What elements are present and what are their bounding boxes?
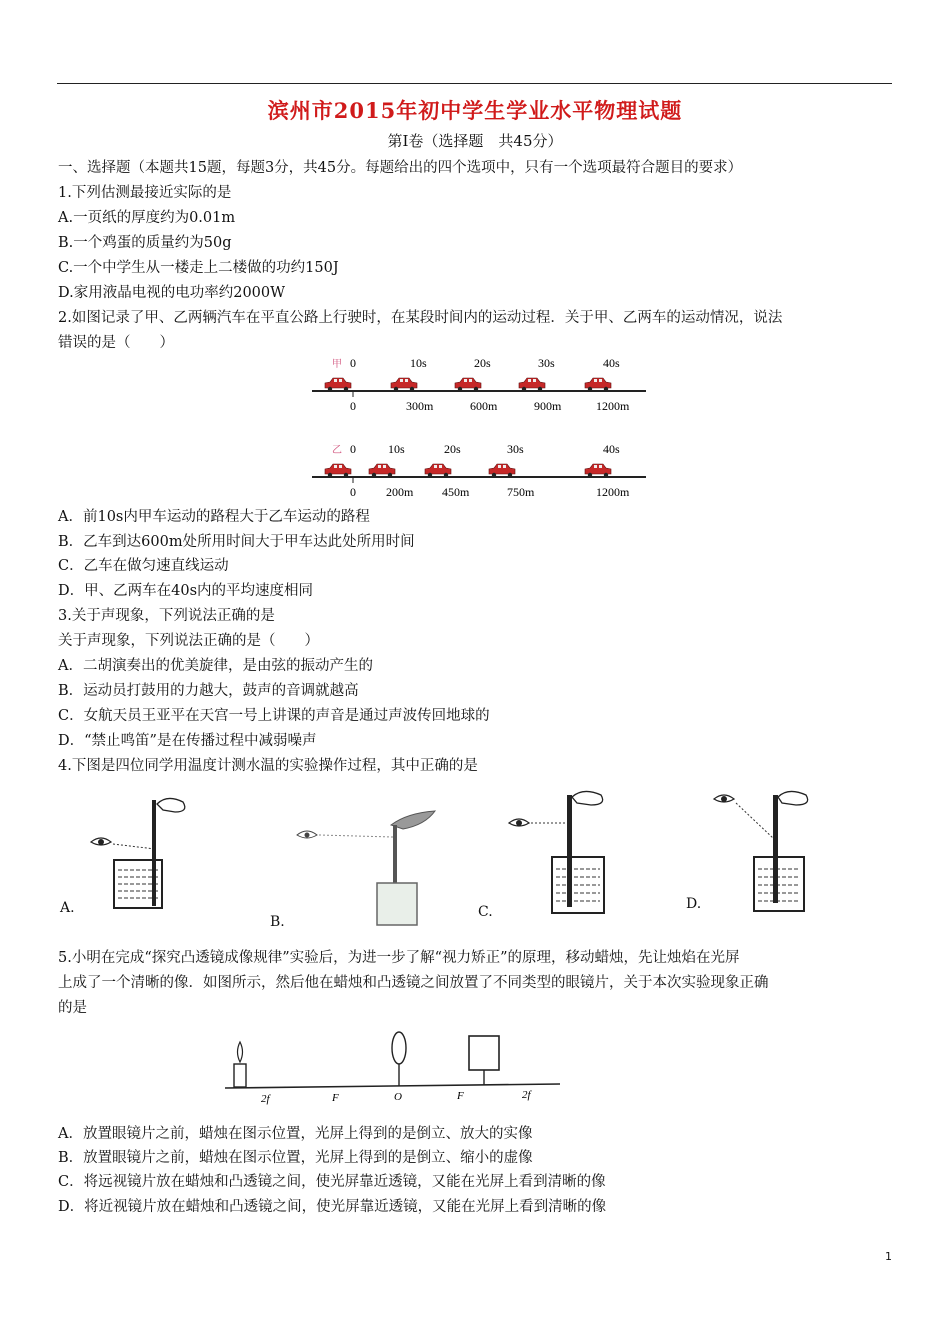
- yi-dist-1: 200m: [386, 485, 414, 499]
- yi-time-1: 10s: [388, 442, 405, 456]
- jia-dist-4: 1200m: [596, 399, 630, 413]
- yi-time-4: 40s: [603, 442, 620, 456]
- q4-label-d: D.: [686, 896, 702, 912]
- label-f-left: F: [332, 1092, 339, 1104]
- car-motion-figure: [310, 350, 650, 502]
- q5-stem-line3: 的是: [58, 1000, 87, 1016]
- thermometer-figure-d: [712, 785, 822, 920]
- label-o: O: [394, 1091, 402, 1103]
- yi-dist-2: 450m: [442, 485, 470, 499]
- q4-label-a: A.: [60, 900, 75, 916]
- jia-time-4: 40s: [603, 356, 620, 370]
- jia-dist-0: 0: [350, 399, 356, 413]
- jia-label: 甲: [332, 359, 342, 370]
- exam-title: 滨州市2015年初中学生学业水平物理试题: [267, 98, 683, 123]
- jia-dist-3: 900m: [534, 399, 562, 413]
- jia-time-1: 10s: [410, 356, 427, 370]
- jia-car-0: [325, 378, 351, 391]
- q5-option-a: A．放置眼镜片之前，蜡烛在图示位置，光屏上得到的是倒立、放大的实像: [58, 1126, 533, 1142]
- q1-option-c: C.一个中学生从一楼走上二楼做的功约150J: [58, 260, 339, 276]
- jia-car-30s: [519, 378, 545, 391]
- jia-dist-2: 600m: [470, 399, 498, 413]
- q3-stem: 3.关于声现象，下列说法正确的是: [58, 608, 275, 624]
- jia-car-10s: [391, 378, 417, 391]
- q3-option-d: D．“禁止鸣笛”是在传播过程中减弱噪声: [58, 733, 317, 749]
- header-rule: [57, 83, 892, 84]
- q3-option-c: C．女航天员王亚平在天宫一号上讲课的声音是通过声波传回地球的: [58, 708, 490, 724]
- yi-label: 乙: [332, 445, 342, 456]
- q4-label-c: C.: [478, 904, 493, 920]
- jia-car-20s: [455, 378, 481, 391]
- yi-car-10s: [369, 464, 395, 477]
- q2-option-d: D．甲、乙两车在40s内的平均速度相同: [58, 583, 314, 599]
- q2-stem-line1: 2.如图记录了甲、乙两辆汽车在平直公路上行驶时，在某段时间内的运动过程．关于甲、乙两车的运动情况，说法: [58, 310, 783, 326]
- jia-time-3: 30s: [538, 356, 555, 370]
- q5-option-b: B．放置眼镜片之前，蜡烛在图示位置，光屏上得到的是倒立、缩小的虚像: [58, 1150, 533, 1166]
- q2-option-c: C．乙车在做匀速直线运动: [58, 558, 229, 574]
- jia-time-2: 20s: [474, 356, 491, 370]
- yi-dist-4: 1200m: [596, 485, 630, 499]
- yi-car-20s: [425, 464, 451, 477]
- q5-option-d: D．将近视镜片放在蜡烛和凸透镜之间，使光屏靠近透镜，又能在光屏上看到清晰的像: [58, 1199, 607, 1215]
- jia-dist-1: 300m: [406, 399, 434, 413]
- q1-option-d: D.家用液晶电视的电功率约2000W: [58, 285, 286, 301]
- thermometer-figure-a: [85, 790, 205, 915]
- page-number: 1: [885, 1250, 892, 1263]
- label-2f-left: 2f: [261, 1093, 270, 1105]
- yi-car-30s: [489, 464, 515, 477]
- thermometer-figure-c: [505, 785, 635, 920]
- lens-bench-figure: [225, 1030, 565, 1110]
- label-2f-right: 2f: [522, 1089, 531, 1101]
- jia-car-40s: [585, 378, 611, 391]
- yi-dist-0: 0: [350, 485, 356, 499]
- q1-option-a: A.一页纸的厚度约为0.01m: [58, 210, 236, 226]
- q2-option-a: A．前10s内甲车运动的路程大于乙车运动的路程: [58, 509, 370, 525]
- yi-time-0: 0: [350, 442, 356, 456]
- q1-option-b: B.一个鸡蛋的质量约为50g: [58, 235, 232, 251]
- yi-time-2: 20s: [444, 442, 461, 456]
- exam-subtitle: 第Ⅰ卷（选择题 共45分）: [387, 132, 563, 150]
- q1-stem: 1.下列估测最接近实际的是: [58, 185, 232, 201]
- yi-dist-3: 750m: [507, 485, 535, 499]
- q2-option-b: B．乙车到达600m处所用时间大于甲车达此处所用时间: [58, 534, 415, 550]
- yi-car-40s: [585, 464, 611, 477]
- q3-option-a: A．二胡演奏出的优美旋律，是由弦的振动产生的: [58, 658, 373, 674]
- yi-car-0: [325, 464, 351, 477]
- section-heading: 一、选择题（本题共15题，每题3分，共45分。每题给出的四个选项中，只有一个选项最符合题目的要求）: [58, 160, 743, 176]
- q5-stem-line2: 上成了一个清晰的像．如图所示，然后他在蜡烛和凸透镜之间放置了不同类型的眼镜片，关于本次实验现象正确: [58, 975, 769, 991]
- q2-stem-line2: 错误的是（ ）: [58, 335, 174, 351]
- q5-stem-line1: 5.小明在完成“探究凸透镜成像规律”实验后，为进一步了解“视力矫正”的原理，移动蜡烛，先让烛焰在光屏: [58, 950, 740, 966]
- thermometer-figure-b: [295, 785, 445, 930]
- q4-stem: 4.下图是四位同学用温度计测水温的实验操作过程，其中正确的是: [58, 758, 478, 774]
- q3-stem-repeat: 关于声现象，下列说法正确的是（ ）: [58, 633, 319, 649]
- label-f-right: F: [457, 1090, 464, 1102]
- q4-label-b: B.: [270, 914, 285, 930]
- jia-time-0: 0: [350, 356, 356, 370]
- q5-option-c: C．将远视镜片放在蜡烛和凸透镜之间，使光屏靠近透镜，又能在光屏上看到清晰的像: [58, 1174, 606, 1190]
- yi-time-3: 30s: [507, 442, 524, 456]
- q3-option-b: B．运动员打鼓用的力越大，鼓声的音调就越高: [58, 683, 359, 699]
